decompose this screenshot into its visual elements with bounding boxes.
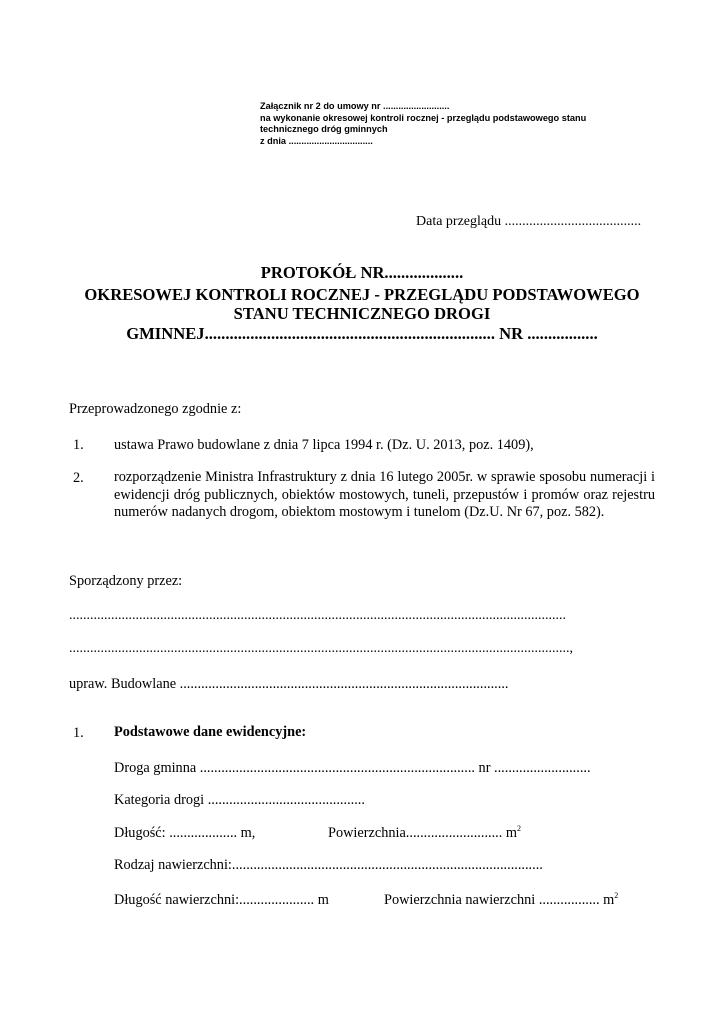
surface-type-field: Rodzaj nawierzchni:....................................................................................... [114, 857, 543, 873]
section-1-heading: Podstawowe dane ewidencyjne: [114, 724, 307, 740]
basis-item-1-number: 1. [73, 437, 84, 453]
section-1-number: 1. [73, 725, 84, 741]
protocol-road-line: GMINNEJ...................................................................... NR ................. [126, 324, 598, 343]
protocol-subtitle-2: STANU TECHNICZNEGO DROGI [233, 304, 491, 323]
area-field-text: Powierzchnia........................... m [328, 825, 518, 841]
basis-item-1-text: ustawa Prawo budowlane z dnia 7 lipca 1994 r. (Dz. U. 2013, poz. 1409), [114, 437, 534, 453]
area-unit-superscript: 2 [517, 824, 522, 834]
building-permission: upraw. Budowlane ............................................................................................ [69, 676, 509, 692]
inspection-date: Data przeglądu ....................................... [416, 214, 642, 229]
surface-area-unit-superscript: 2 [614, 891, 619, 901]
road-field: Droga gminna ............................................................................. nr ........................... [114, 760, 591, 776]
basis-item-2-text: rozporządzenie Ministra Infrastruktury z dnia 16 lutego 2005r. w sprawie sposobu numeracji i ewidencji dróg publicznych, obiektów mostowych, tuneli, przepustów i promów oraz rejestru numerów nadanych drogom, obiektom mostowym i tunelom (Dz.U. Nr 67, poz. 582). [114, 469, 655, 520]
attachment-line-4: z dnia ................................. [260, 135, 373, 146]
prepared-by-line-2[interactable]: ..............................................................................................................................................., [69, 641, 573, 656]
road-category-field: Kategoria drogi ............................................ [114, 792, 365, 808]
protocol-title: PROTOKÓŁ NR................... [260, 263, 464, 282]
attachment-line-2: na wykonanie okresowej kontroli rocznej - przeglądu podstawowego stanu [260, 112, 587, 123]
prepared-by-label: Sporządzony przez: [69, 573, 183, 589]
area-field [328, 825, 521, 842]
surface-length-field: Długość nawierzchni:..................... m [114, 892, 329, 908]
prepared-by-line-1[interactable]: .............................................................................................................................................. [69, 608, 566, 623]
basis-intro: Przeprowadzonego zgodnie z: [69, 401, 242, 417]
surface-area-field [384, 892, 618, 909]
surface-area-field-text: Powierzchnia nawierzchni ................. m [384, 892, 615, 908]
attachment-line-1: Załącznik nr 2 do umowy nr .......................... [260, 101, 450, 111]
basis-item-2-number: 2. [73, 470, 84, 486]
attachment-line-3: technicznego dróg gminnych [260, 124, 388, 134]
protocol-subtitle: OKRESOWEJ KONTROLI ROCZNEJ - PRZEGLĄDU PODSTAWOWEGO [84, 285, 640, 304]
length-field: Długość: ................... m, [114, 825, 256, 841]
attachment-note [260, 101, 586, 147]
